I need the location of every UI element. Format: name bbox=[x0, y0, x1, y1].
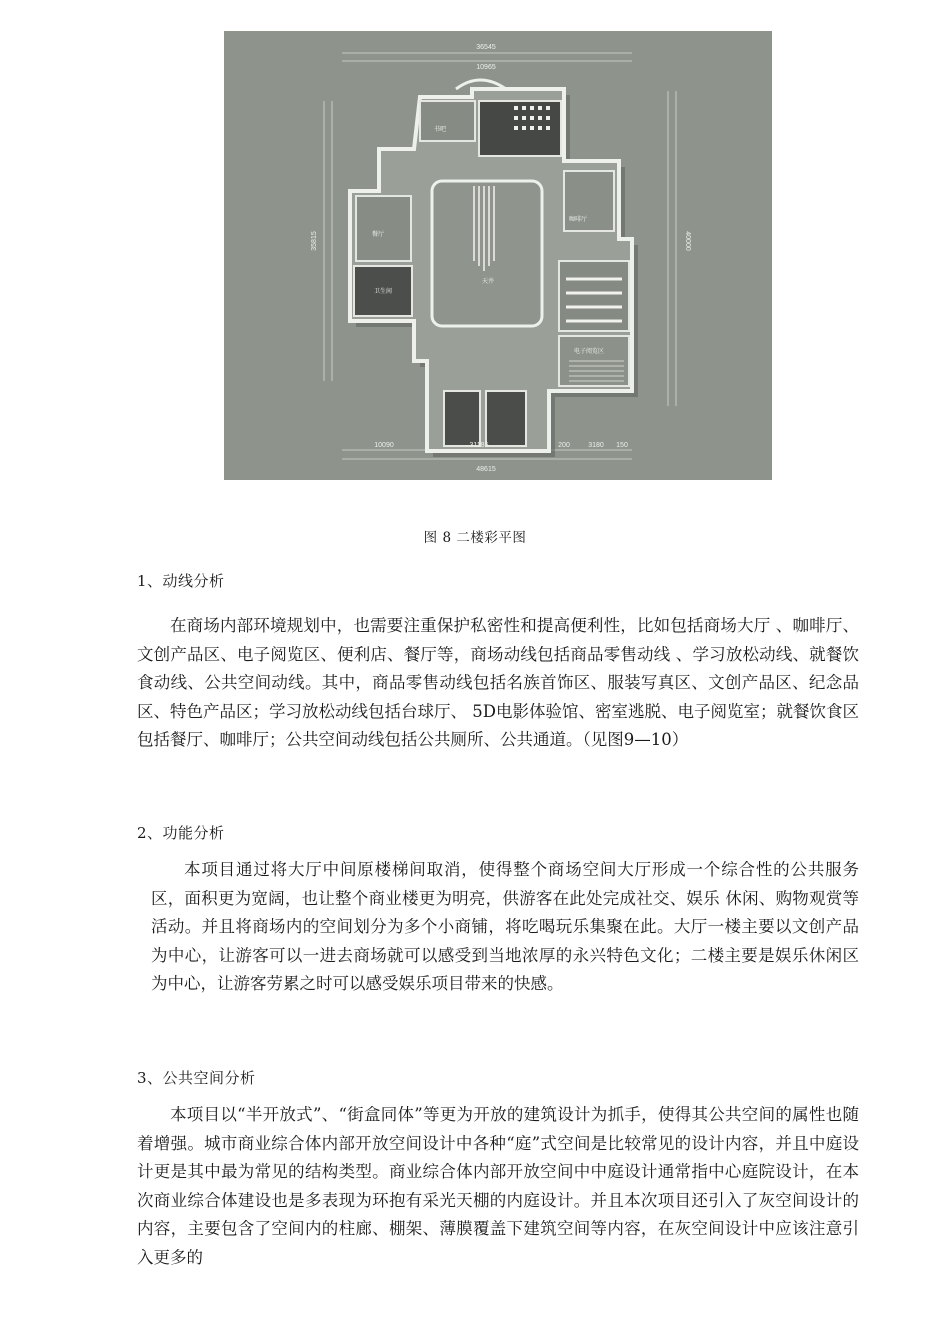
dim-right: 40000 bbox=[684, 231, 691, 251]
room-label: 书吧 bbox=[434, 126, 447, 133]
paragraph-text: 本项目以“半开放式”、“街盒同体”等更为开放的建筑设计为抓手，使得其公共空间的属性也随着增强。城市商业综合体内部开放空间设计中各种“庭”式空间是比较常见的设计内容，并且中庭设计更是其中最为常见的结构类型。商业综合体内部开放空间中中庭设计通常指中心庭院设计，在本次商业综合体建设也是多表现为环抱有采光天棚的内庭设计。并且本次项目还引入了灰空间设计的内容，主要包含了空间内的柱廊、棚架、薄膜覆盖下建筑空间等内容，在灰空间设计中应该注意引入更多的 bbox=[137, 1105, 859, 1267]
room-label: 天井 bbox=[482, 278, 495, 285]
room-label: 咖啡厅 bbox=[569, 216, 588, 223]
dim-bottom-segment: 31185 bbox=[469, 442, 489, 449]
dim-bottom-segment: 150 bbox=[616, 442, 628, 449]
dim-bottom-segment: 200 bbox=[558, 442, 570, 449]
paragraph-text: 在商场内部环境规划中，也需要注重保护私密性和提高便利性，比如包括商场大厅 、咖啡厅、文创产品区、电子阅览区、便利店、餐厅等，商场动线包括商品零售动线 、学习放松动线、就餐饮食动线、公共空间动线。其中，商品零售动线包括名族首饰区、服装写真区、文创产品区、纪念品区、特色产品区；学习放松动线包括台球厅、 5D电影体验馆、密室逃脱、电子阅览室；就餐饮食区包括餐厅、咖啡厅；公共空间动线包括公共厕所、公共通道。（见图9—10） bbox=[137, 616, 859, 750]
section-heading: 3、公共空间分析 bbox=[137, 1069, 256, 1087]
dim-bottom-segment: 3180 bbox=[588, 442, 604, 449]
atrium bbox=[432, 181, 542, 326]
figure-caption: 图 8 二楼彩平图 bbox=[423, 530, 527, 546]
paragraph-text: 本项目通过将大厅中间原楼梯间取消，使得整个商场空间大厅形成一个综合性的公共服务区，面积更为宽阔，也让整个商业楼更为明亮，供游客在此处完成社交、娱乐 休闲、购物观赏等活动。并且将商场内的空间划分为多个小商铺，将吃喝玩乐集聚在此。大厅一楼主要以文创产品为中心，让游客可以一进去商场就可以感受到当地浓厚的永兴特色文化；二楼主要是娱乐休闲区为中心，让游客劳累之时可以感受娱乐项目带来的快感。 bbox=[151, 860, 859, 994]
section-paragraph bbox=[151, 856, 859, 999]
dim-top-total: 36545 bbox=[476, 44, 496, 51]
section-heading: 1、动线分析 bbox=[137, 572, 225, 590]
room-label: 卫生间 bbox=[374, 288, 393, 295]
dim-left: 35815 bbox=[311, 231, 318, 251]
section-paragraph bbox=[137, 1101, 859, 1273]
floor-plan-figure bbox=[224, 31, 772, 480]
room-label: 餐厅 bbox=[372, 231, 385, 238]
dim-bottom-segment: 10090 bbox=[374, 442, 394, 449]
dim-top-sub: 10965 bbox=[476, 64, 496, 71]
floor-plan-drawing bbox=[224, 31, 772, 480]
section-paragraph bbox=[137, 612, 859, 755]
dim-bottom-total: 48615 bbox=[476, 466, 496, 473]
section-heading: 2、功能分析 bbox=[137, 824, 225, 842]
room-label: 电子阅览区 bbox=[574, 348, 605, 355]
